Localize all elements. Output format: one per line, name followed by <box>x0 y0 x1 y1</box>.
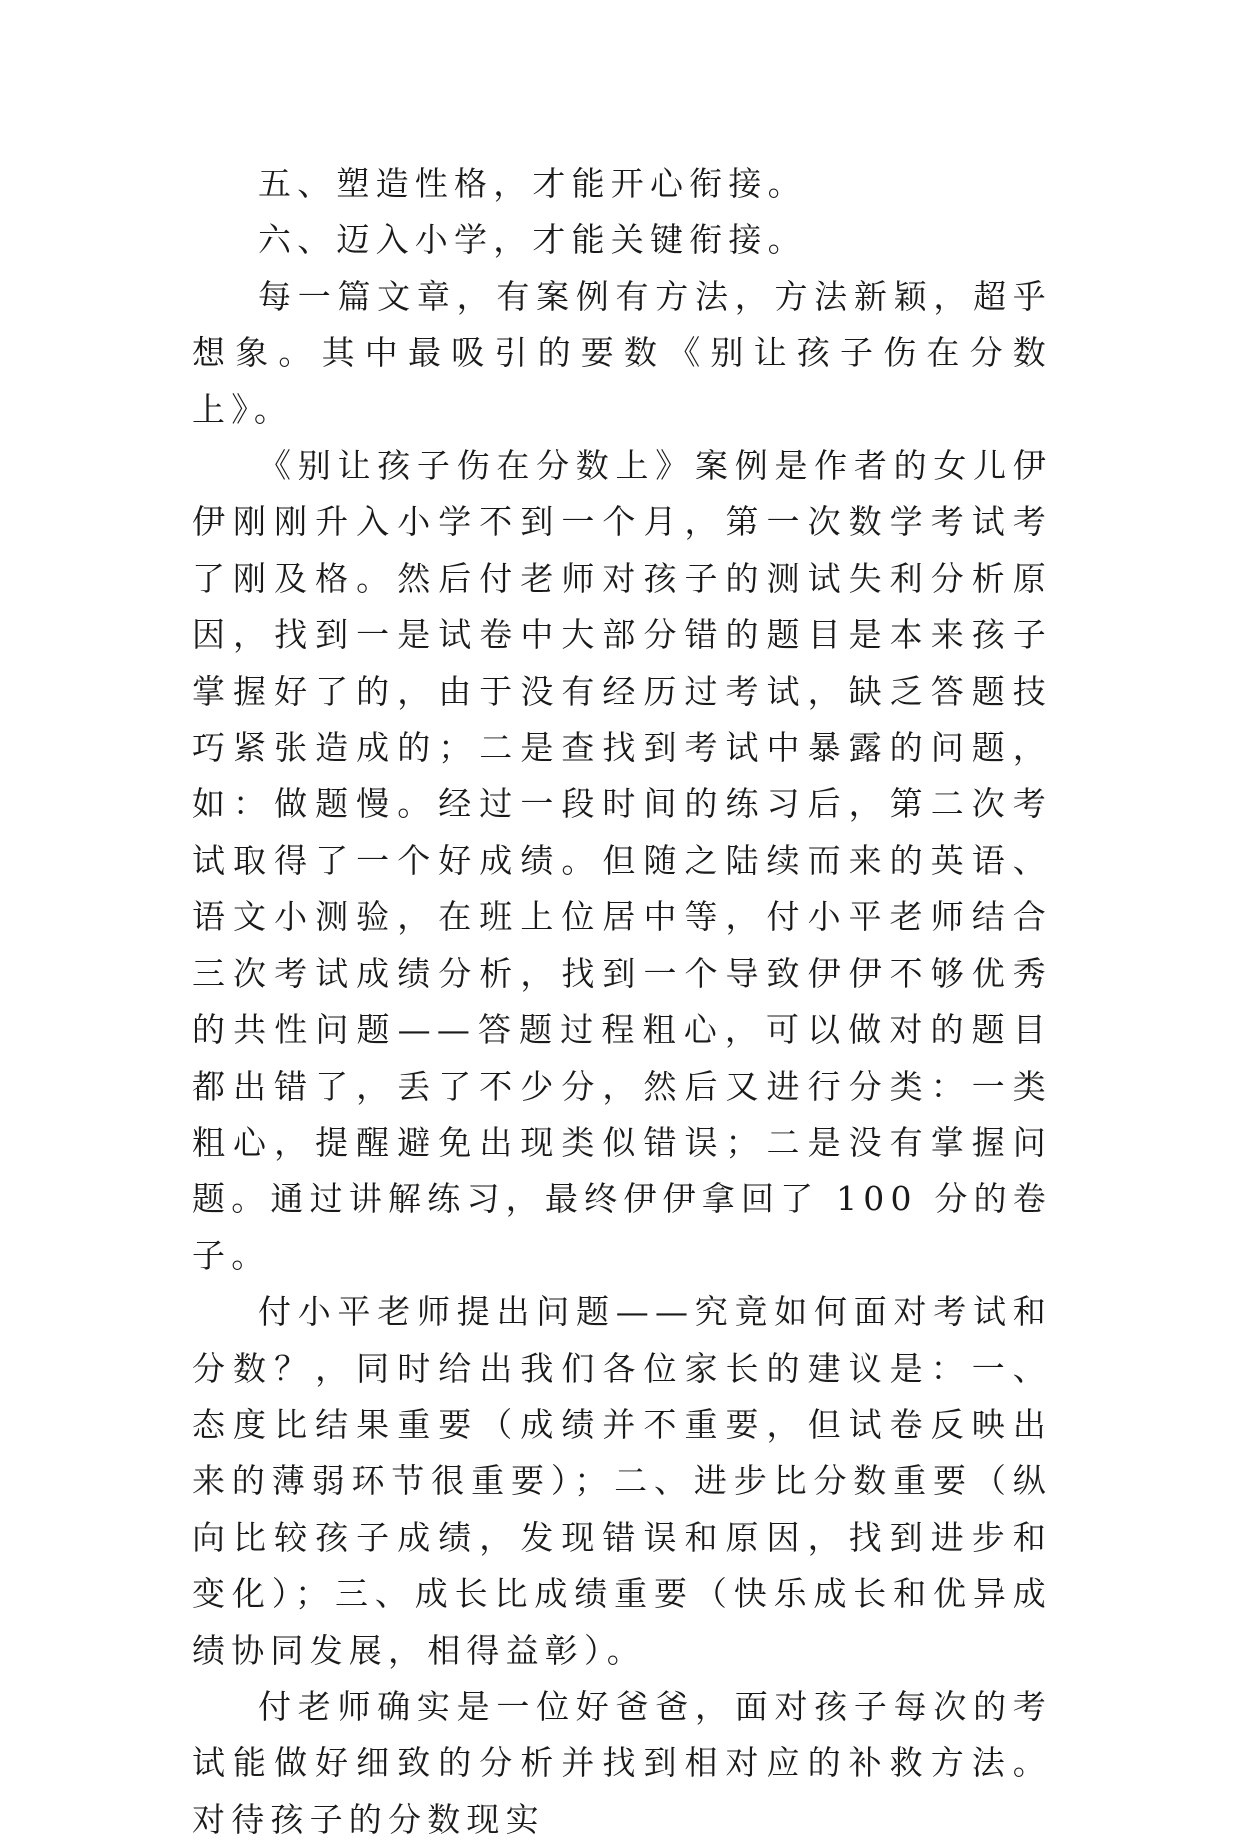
paragraph-case-description: 《别让孩子伤在分数上》案例是作者的女儿伊伊刚刚升入小学不到一个月，第一次数学考试考了刚及格。然后付老师对孩子的测试失利分析原因，找到一是试卷中大部分错的题目是本来孩子掌握好了的，由于没有经历过考试，缺乏答题技巧紧张造成的；二是查找到考试中暴露的问题，如：做题慢。经过一段时间的练习后，第二次考试取得了一个好成绩。但随之陆续而来的英语、语文小测验，在班上位居中等，付小平老师结合三次考试成绩分析，找到一个导致伊伊不够优秀的共性问题——答题过程粗心，可以做对的题目都出错了，丢了不少分，然后又进行分类：一类粗心，提醒避免出现类似错误；二是没有掌握问题。通过讲解练习，最终伊伊拿回了 100 分的卷子。 <box>192 446 1052 1275</box>
paragraph-parent-advice: 付小平老师提出问题——究竟如何面对考试和分数？，同时给出我们各位家长的建议是：一、态度比结果重要（成绩并不重要，但试卷反映出来的薄弱环节很重要）；二、进步比分数重要（纵向比较孩子成绩，发现错误和原因，找到进步和变化）；三、成长比成绩重要（快乐成长和优异成绩协同发展，相得益彰）。 <box>192 1292 1052 1670</box>
paragraph-item-6: 六、迈入小学，才能关键衔接。 <box>258 220 807 260</box>
paragraph-item-5: 五、塑造性格，才能开心衔接。 <box>258 164 807 203</box>
paragraph-article-summary: 每一篇文章，有案例有方法，方法新颖，超乎想象。其中最吸引的要数《别让孩子伤在分数上》。 <box>192 276 1052 429</box>
document-body <box>192 156 1052 1848</box>
paragraph-closing: 付老师确实是一位好爸爸，面对孩子每次的考试能做好细致的分析并找到相对应的补救方法。对待孩子的分数现实 <box>192 1686 1052 1839</box>
